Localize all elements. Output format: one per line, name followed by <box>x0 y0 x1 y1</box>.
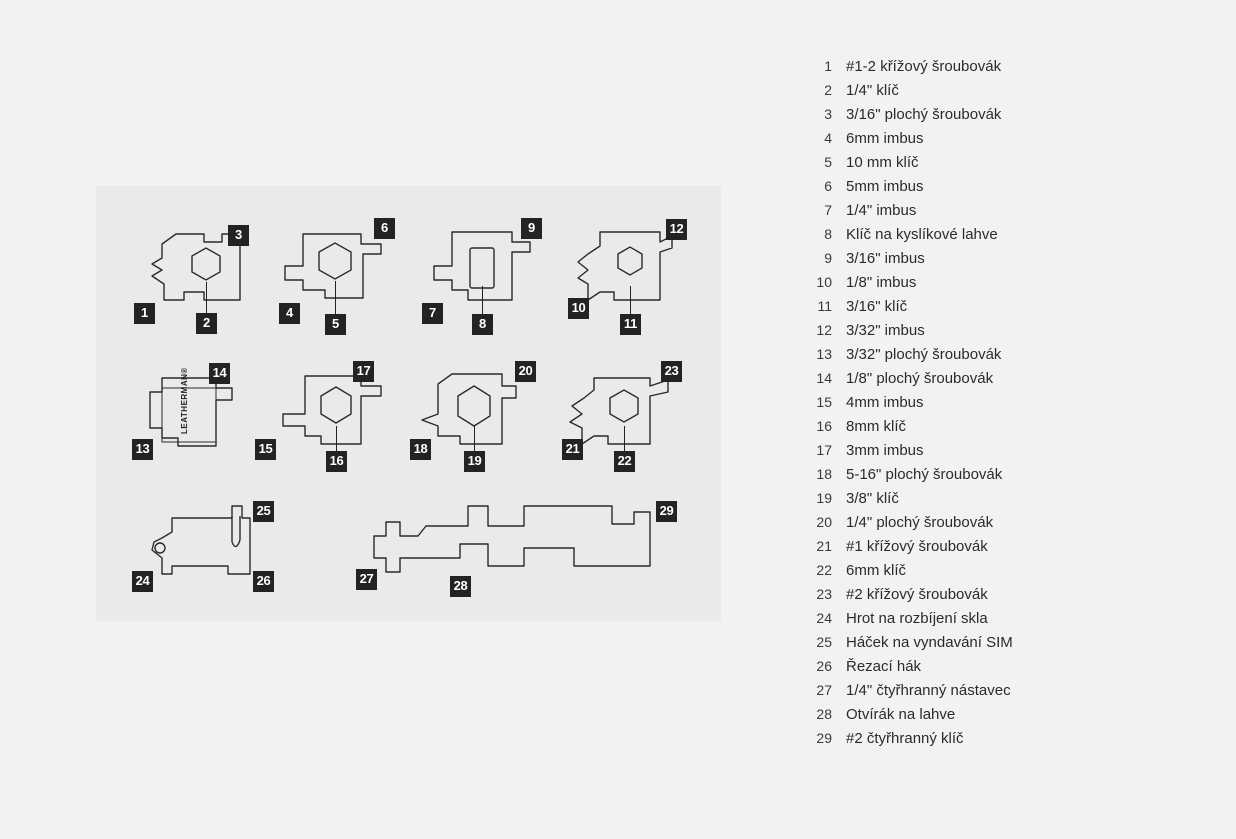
legend-number: 20 <box>816 514 832 530</box>
legend-item <box>800 202 1200 226</box>
legend-number: 24 <box>816 610 832 626</box>
legend-label: 3/32" plochý šroubovák <box>846 346 1002 363</box>
legend-item <box>800 178 1200 202</box>
legend-label: 3/16" imbus <box>846 250 925 267</box>
legend-item <box>800 682 1200 706</box>
tool-bit-6 <box>281 364 393 459</box>
callout-24: 24 <box>132 571 153 592</box>
legend-item <box>800 82 1200 106</box>
legend-item <box>800 298 1200 322</box>
tool-outline-5 <box>144 366 252 458</box>
legend-item <box>800 634 1200 658</box>
callout-10: 10 <box>568 298 589 319</box>
legend-item <box>800 154 1200 178</box>
leader-line-2 <box>206 282 207 314</box>
legend-item <box>800 706 1200 730</box>
legend-item <box>800 58 1200 82</box>
leader-line-11 <box>630 286 631 314</box>
leader-line-8 <box>482 286 483 314</box>
callout-26: 26 <box>253 571 274 592</box>
legend-item <box>800 226 1200 250</box>
callout-1: 1 <box>134 303 155 324</box>
legend-label: 1/4" plochý šroubovák <box>846 514 994 531</box>
legend-item <box>800 538 1200 562</box>
callout-2: 2 <box>196 313 217 334</box>
legend-number: 28 <box>816 706 832 722</box>
callout-22: 22 <box>614 451 635 472</box>
legend-item <box>800 106 1200 130</box>
legend-number: 1 <box>824 58 832 74</box>
legend-number: 6 <box>824 178 832 194</box>
legend-label: #2 křížový šroubovák <box>846 586 988 603</box>
callout-13: 13 <box>132 439 153 460</box>
legend-item <box>800 586 1200 610</box>
legend-number: 27 <box>816 682 832 698</box>
legend-number: 5 <box>824 154 832 170</box>
legend-label: 3/16" klíč <box>846 298 908 315</box>
legend-item <box>800 394 1200 418</box>
legend-item <box>800 250 1200 274</box>
legend-label: 3/8" klíč <box>846 490 899 507</box>
legend-number: 26 <box>816 658 832 674</box>
legend-label: 5mm imbus <box>846 178 924 195</box>
callout-12: 12 <box>666 219 687 240</box>
legend-number: 16 <box>816 418 832 434</box>
legend-number: 21 <box>816 538 832 554</box>
legend-item <box>800 562 1200 586</box>
leader-line-5 <box>335 281 336 315</box>
legend-item <box>800 610 1200 634</box>
tool-bit-5 <box>144 366 252 458</box>
legend-item <box>800 130 1200 154</box>
legend-number: 13 <box>816 346 832 362</box>
legend-label: 1/8" imbus <box>846 274 917 291</box>
legend-number: 11 <box>817 298 832 314</box>
legend-item <box>800 346 1200 370</box>
legend-number: 15 <box>816 394 832 410</box>
legend-number: 7 <box>824 202 832 218</box>
callout-14: 14 <box>209 363 230 384</box>
tool-bit-10 <box>364 504 664 594</box>
legend-label: Klíč na kyslíkové lahve <box>846 226 998 243</box>
callout-7: 7 <box>422 303 443 324</box>
legend-number: 29 <box>816 730 832 746</box>
legend-item <box>800 274 1200 298</box>
legend-list <box>800 58 1200 754</box>
legend-number: 8 <box>824 226 832 242</box>
callout-16: 16 <box>326 451 347 472</box>
legend-number: 17 <box>816 442 832 458</box>
legend-item <box>800 658 1200 682</box>
legend-number: 12 <box>816 322 832 338</box>
callout-18: 18 <box>410 439 431 460</box>
legend-label: Řezací hák <box>846 658 922 675</box>
callout-23: 23 <box>661 361 682 382</box>
tool-outline-6 <box>281 364 393 459</box>
legend-item <box>800 370 1200 394</box>
legend-label: 1/8" plochý šroubovák <box>846 370 994 387</box>
callout-5: 5 <box>325 314 346 335</box>
legend-number: 9 <box>824 250 832 266</box>
callout-20: 20 <box>515 361 536 382</box>
legend-label: #1-2 křížový šroubovák <box>846 58 1002 75</box>
brand-plate-label: LEATHERMAN® <box>180 367 189 434</box>
legend-item <box>800 418 1200 442</box>
legend-item <box>800 322 1200 346</box>
callout-8: 8 <box>472 314 493 335</box>
legend-number: 23 <box>816 586 832 602</box>
callout-19: 19 <box>464 451 485 472</box>
legend-number: 3 <box>824 106 832 122</box>
legend-label: 6mm imbus <box>846 130 924 147</box>
legend-number: 19 <box>816 490 832 506</box>
callout-28: 28 <box>450 576 471 597</box>
legend-number: 10 <box>816 274 832 290</box>
callout-3: 3 <box>228 225 249 246</box>
callout-6: 6 <box>374 218 395 239</box>
legend-label: 3/16" plochý šroubovák <box>846 106 1002 123</box>
legend-label: 6mm klíč <box>846 562 906 579</box>
legend-label: 1/4" imbus <box>846 202 917 219</box>
callout-27: 27 <box>356 569 377 590</box>
legend-label: 3/32" imbus <box>846 322 925 339</box>
legend-number: 18 <box>816 466 832 482</box>
callout-25: 25 <box>253 501 274 522</box>
legend-number: 22 <box>816 562 832 578</box>
legend-label: 10 mm klíč <box>846 154 919 171</box>
legend-label: 1/4" čtyřhranný nástavec <box>846 682 1011 699</box>
legend-label: Háček na vyndavání SIM <box>846 634 1013 651</box>
callout-11: 11 <box>620 314 641 335</box>
legend-label: #2 čtyřhranný klíč <box>846 730 964 747</box>
legend-label: 1/4" klíč <box>846 82 899 99</box>
callout-15: 15 <box>255 439 276 460</box>
legend-item <box>800 514 1200 538</box>
callout-21: 21 <box>562 439 583 460</box>
legend-label: 4mm imbus <box>846 394 924 411</box>
legend-label: Otvírák na lahve <box>846 706 956 723</box>
legend-label: Hrot na rozbíjení skla <box>846 610 988 627</box>
legend-item <box>800 730 1200 754</box>
callout-4: 4 <box>279 303 300 324</box>
diagram-panel <box>96 186 721 621</box>
legend-item <box>800 442 1200 466</box>
legend-number: 25 <box>816 634 832 650</box>
tool-outline-10 <box>364 504 664 594</box>
legend-item <box>800 466 1200 490</box>
legend-number: 2 <box>824 82 832 98</box>
callout-17: 17 <box>353 361 374 382</box>
legend-label: 5-16" plochý šroubovák <box>846 466 1003 483</box>
legend-label: 3mm imbus <box>846 442 924 459</box>
callout-9: 9 <box>521 218 542 239</box>
legend-item <box>800 490 1200 514</box>
legend-label: #1 křížový šroubovák <box>846 538 988 555</box>
legend-number: 4 <box>824 130 832 146</box>
callout-29: 29 <box>656 501 677 522</box>
legend-number: 14 <box>816 370 832 386</box>
legend-label: 8mm klíč <box>846 418 906 435</box>
